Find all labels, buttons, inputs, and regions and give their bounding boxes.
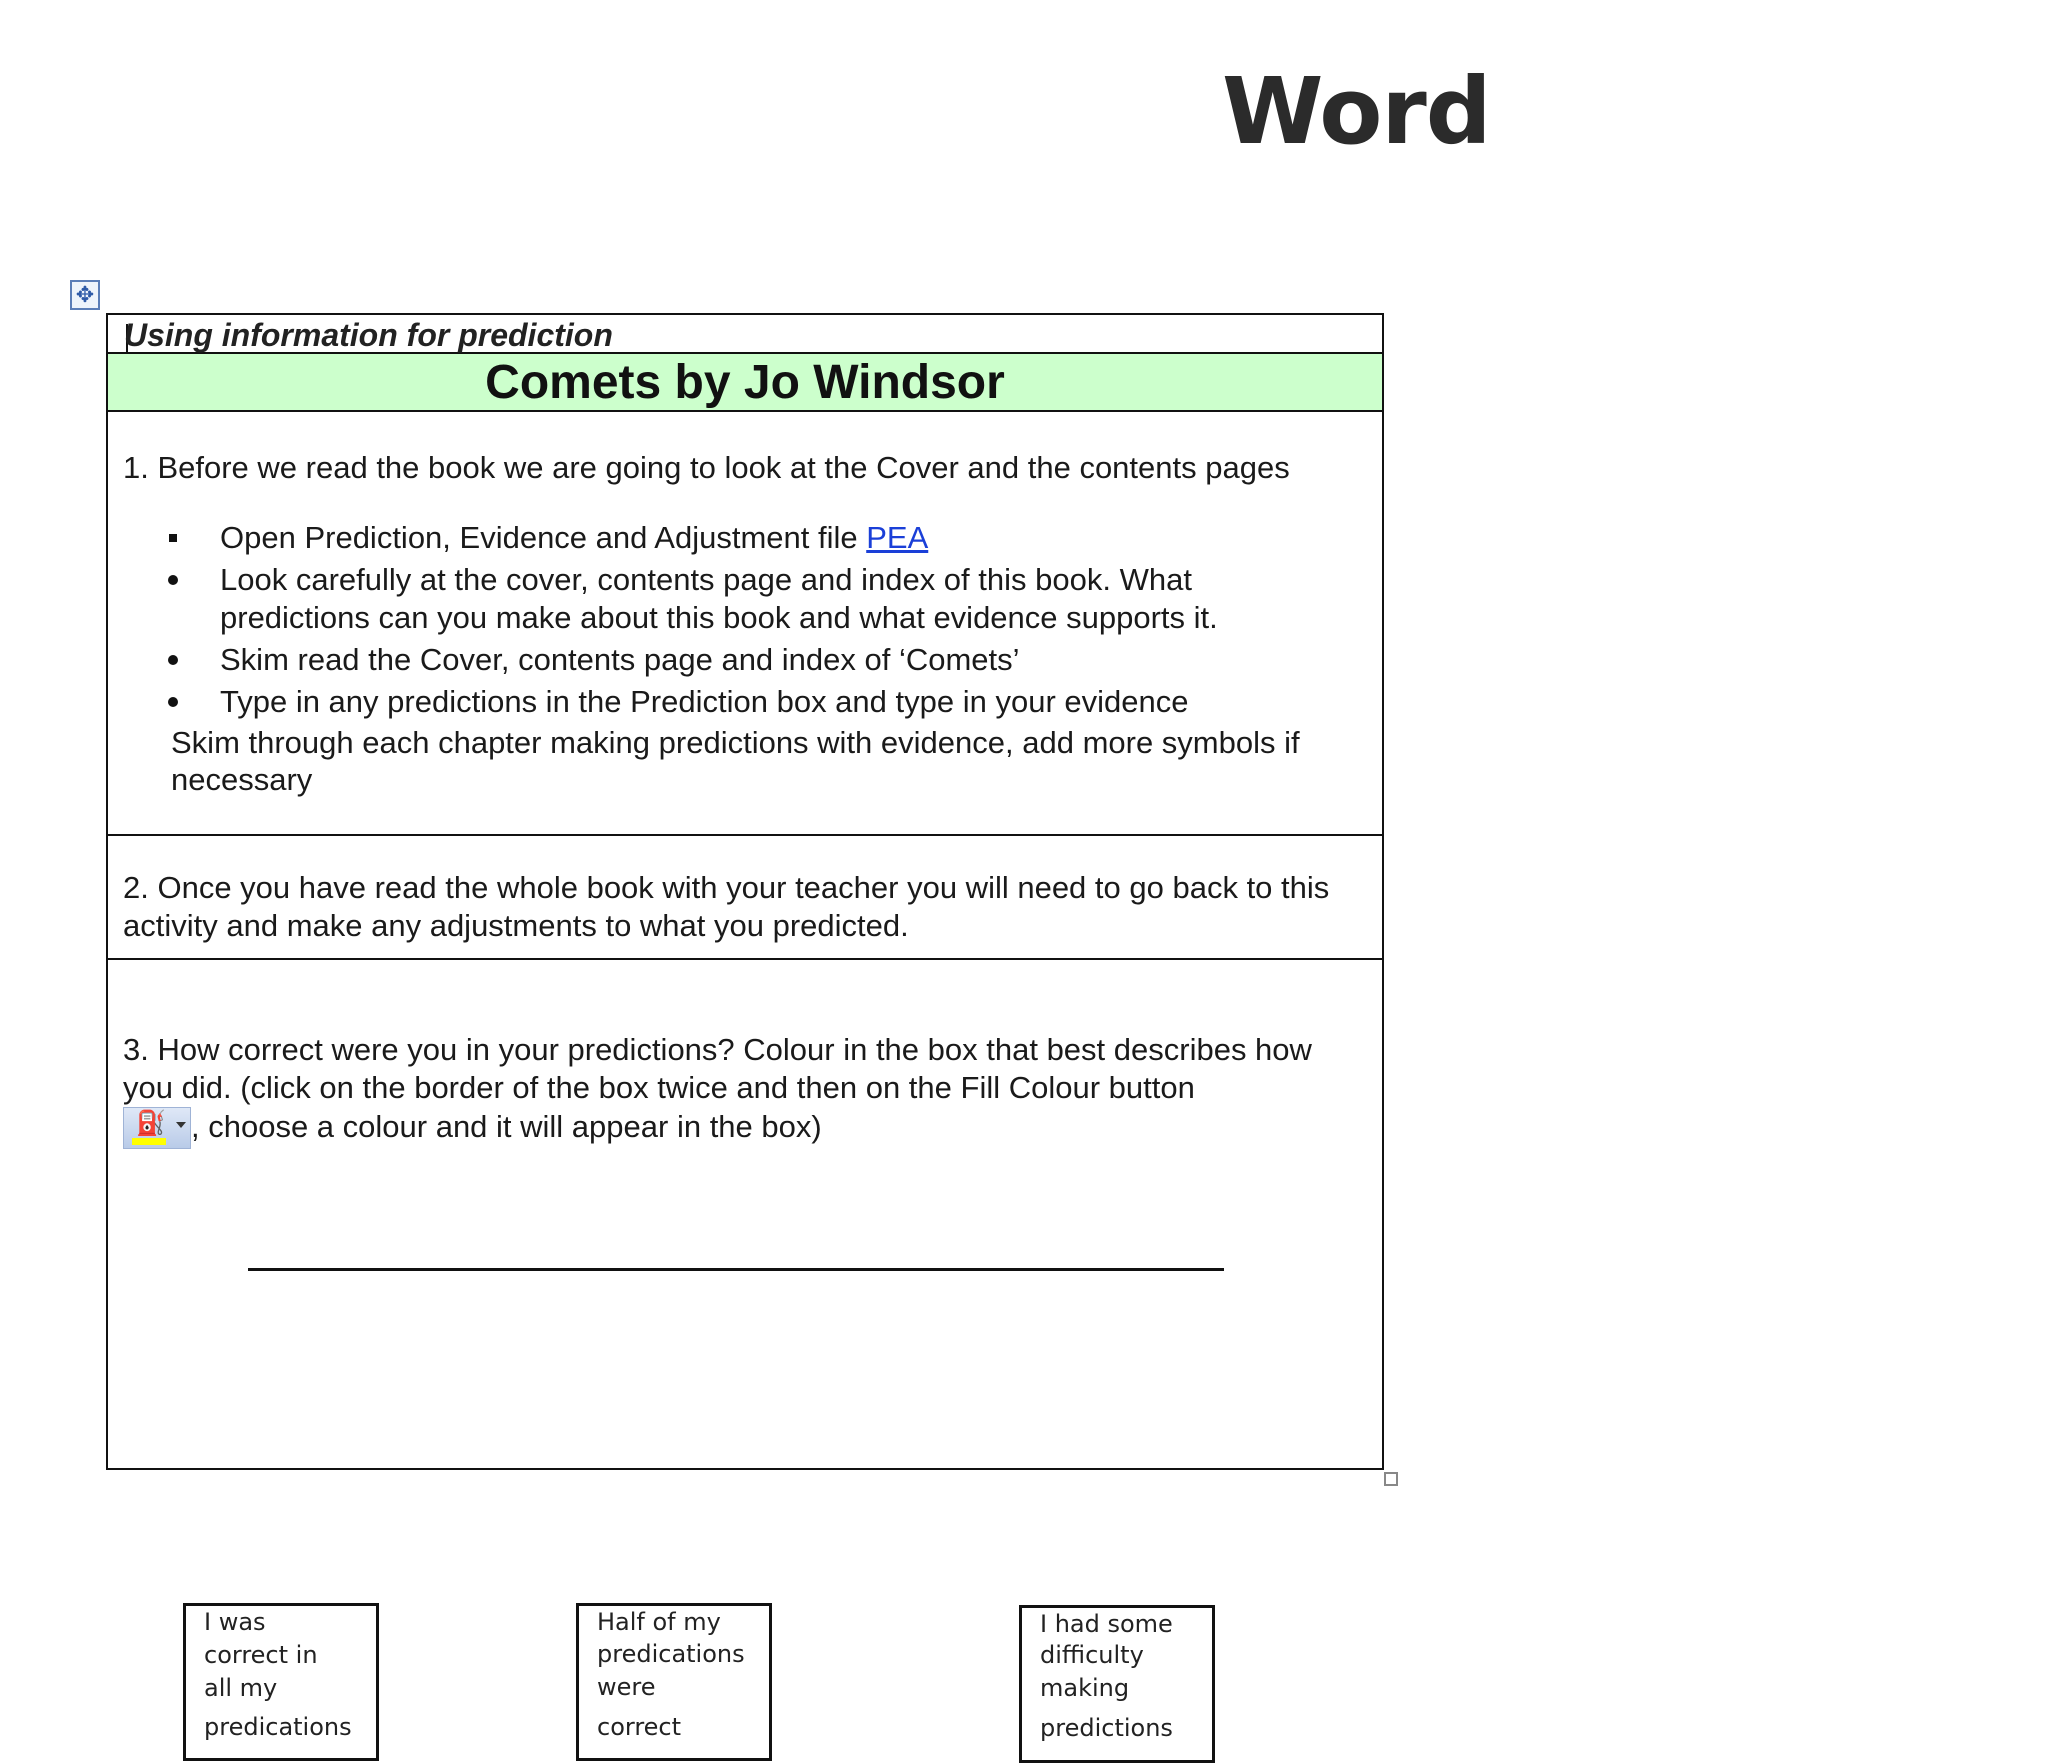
rating-scale-line: [248, 1268, 1224, 1271]
table-resize-handle[interactable]: [1384, 1472, 1398, 1486]
fill-colour-swatch: [132, 1138, 166, 1145]
skim-instruction[interactable]: Skim through each chapter making predictions with evidence, add more symbols if necessary: [171, 725, 1300, 797]
list-item-text: Open Prediction, Evidence and Adjustment file: [220, 520, 867, 555]
list-item[interactable]: [158, 519, 1348, 557]
list-item[interactable]: [158, 683, 1348, 721]
rating-box-line: correct: [597, 1713, 682, 1741]
table-move-handle-icon[interactable]: ✥: [70, 280, 100, 310]
section-1-row: [108, 412, 1382, 836]
section-2-row: [108, 836, 1382, 960]
section-3-row: [108, 960, 1382, 1742]
list-item[interactable]: [158, 561, 1348, 637]
list-item[interactable]: [158, 641, 1348, 679]
document-subtitle[interactable]: Using information for prediction: [124, 317, 613, 353]
rating-box-line: I had some: [1040, 1610, 1173, 1638]
section-3-text-before: 3. How correct were you in your predictions? Colour in the box that best describes how you did. (click on the border of the box twice and then on the Fill Colour button: [123, 1032, 1312, 1105]
rating-box-line: difficulty: [1040, 1641, 1144, 1669]
rating-box-line: predications: [204, 1713, 352, 1741]
rating-box-line: making: [1040, 1674, 1130, 1702]
rating-box-line: all my: [204, 1674, 278, 1702]
subtitle-row: [108, 315, 1382, 354]
slide-title: Word: [1222, 58, 1491, 165]
rating-box-line: predications: [597, 1640, 745, 1668]
section-1-intro[interactable]: 1. Before we read the book we are going to look at the Cover and the contents pages: [123, 450, 1290, 485]
dropdown-arrow-icon: [176, 1122, 186, 1128]
rating-box-line: Half of my: [597, 1608, 721, 1636]
document-table: [106, 313, 1384, 1742]
rating-box-line: correct in: [204, 1641, 318, 1669]
section-3-text-after: , choose a colour and it will appear in the box): [191, 1109, 822, 1144]
rating-box-some-difficulty[interactable]: [1019, 1605, 1215, 1763]
rating-box-line: were: [597, 1673, 656, 1701]
rating-box-line: predictions: [1040, 1714, 1173, 1742]
rating-box-half-correct[interactable]: [576, 1603, 772, 1761]
list-item-text: Skim read the Cover, contents page and index of ‘Comets’: [220, 642, 1020, 677]
section-2-text[interactable]: 2. Once you have read the whole book with your teacher you will need to go back to this activity and make any adjustments to what you predicted.: [123, 870, 1330, 943]
fill-colour-bucket-icon: ⛽: [136, 1110, 166, 1137]
section-3-text[interactable]: [123, 1031, 1363, 1149]
title-row: [108, 354, 1382, 412]
list-item-text: Look carefully at the cover, contents page and index of this book. What predictions can you make about this book and what evidence supports it.: [220, 562, 1218, 635]
pea-link[interactable]: PEA: [866, 520, 929, 555]
fill-colour-button[interactable]: [123, 1107, 191, 1149]
rating-box-line: I was: [204, 1608, 266, 1636]
instruction-list: [158, 519, 1348, 721]
rating-box-all-correct[interactable]: [183, 1603, 379, 1761]
document-title[interactable]: Comets by Jo Windsor: [485, 356, 1005, 409]
list-item-text: Type in any predictions in the Prediction box and type in your evidence: [220, 684, 1189, 719]
